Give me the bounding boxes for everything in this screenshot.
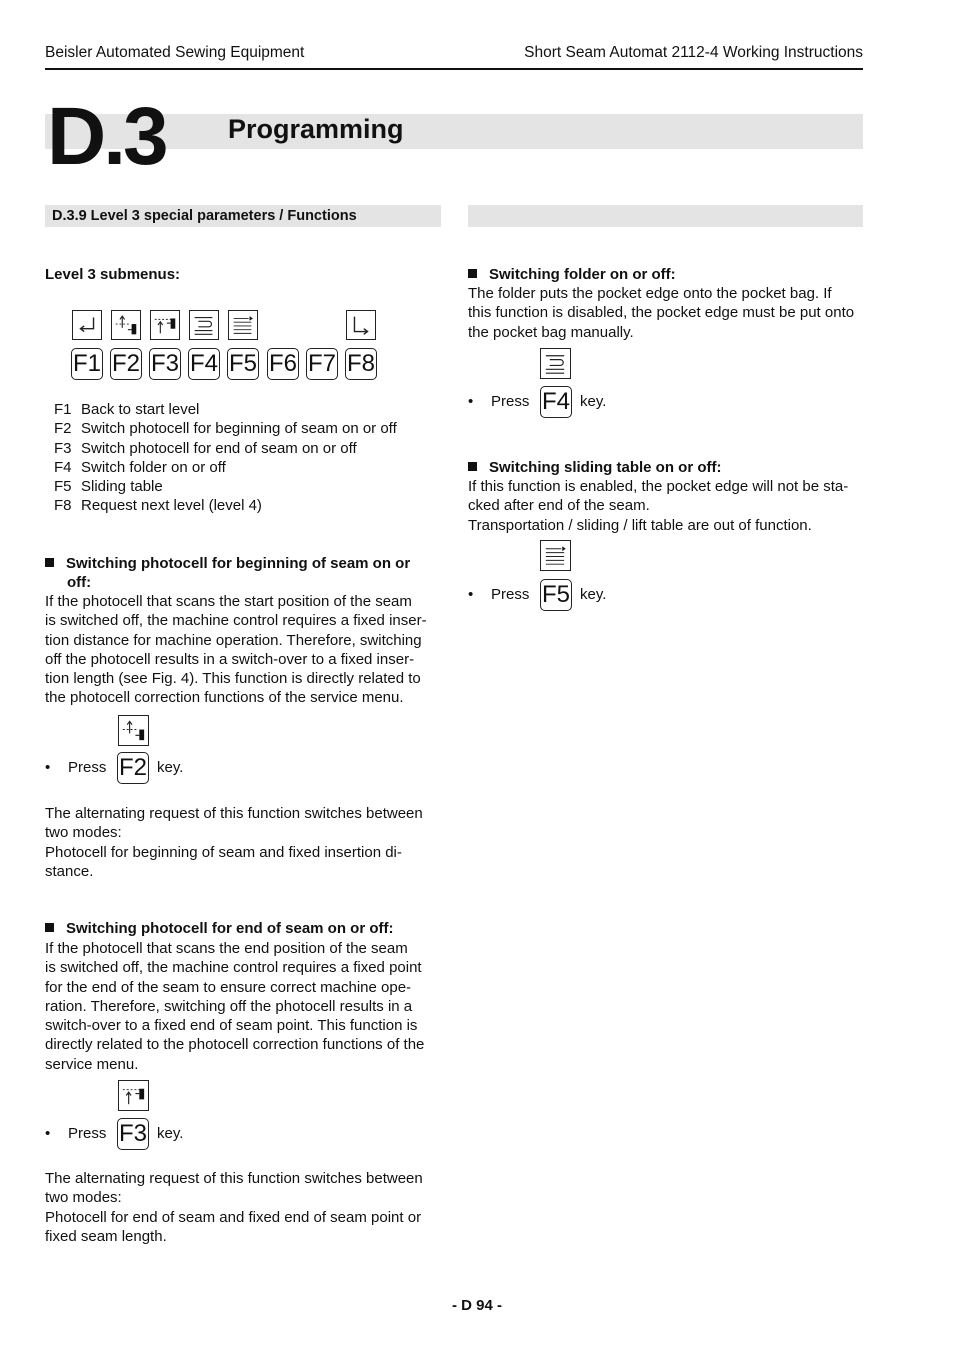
photocell-end-icon — [118, 1080, 149, 1111]
header-rule — [45, 68, 863, 70]
page-title: Programming — [228, 114, 404, 144]
title-bar — [45, 114, 863, 149]
press-label: Press — [491, 586, 530, 603]
f4-key-inline[interactable]: F4 — [540, 386, 572, 418]
f2-key-inline[interactable]: F2 — [117, 752, 149, 784]
folder-body: The folder puts the pocket edge onto the pocket bag. If this function is disabled, the pocket edge must be put onto the pocket bag manually. — [468, 285, 855, 341]
bullet-dot: • — [45, 759, 51, 776]
bullet-square-icon — [45, 558, 54, 567]
f7-key[interactable]: F7 — [306, 348, 338, 380]
f3-key-inline[interactable]: F3 — [117, 1118, 149, 1150]
back-to-start-icon — [72, 310, 102, 340]
photocell-begin-icon — [118, 715, 149, 746]
folder-icon — [540, 348, 571, 379]
sliding-table-heading: Switching sliding table on or off: — [468, 458, 722, 477]
list-item: F8 Request next level (level 4) — [54, 497, 262, 515]
photocell-begin-note: The alternating request of this function switches between two modes: Photocell for beginning of seam and fixed insertion di- stance. — [45, 805, 423, 880]
f4-key[interactable]: F4 — [188, 348, 220, 380]
folder-heading: Switching folder on or off: — [468, 265, 676, 284]
page-number: - D 94 - — [451, 1297, 502, 1314]
header-left: Beisler Automated Sewing Equipment — [45, 44, 305, 61]
photocell-begin-heading: Switching photocell for beginning of seam on or off: — [45, 554, 410, 593]
photocell-end-heading: Switching photocell for end of seam on or off: — [45, 919, 394, 938]
submenu-list — [54, 400, 397, 516]
f6-key[interactable]: F6 — [267, 348, 299, 380]
sliding-table-icon — [228, 310, 258, 340]
bullet-square-icon — [45, 923, 54, 932]
section-title: D.3.9 Level 3 special parameters / Functions — [52, 208, 357, 224]
list-item: F5 Sliding table — [54, 478, 163, 496]
press-label: Press — [491, 393, 530, 410]
photocell-end-icon — [150, 310, 180, 340]
key-suffix: key. — [157, 759, 184, 776]
bullet-dot: • — [468, 393, 474, 410]
f3-key[interactable]: F3 — [149, 348, 181, 380]
bullet-dot: • — [45, 1125, 51, 1142]
photocell-end-note: The alternating request of this function switches between two modes: Photocell for end of seam and fixed end of seam point or fixed seam length. — [45, 1170, 423, 1245]
list-item: F1 Back to start level — [54, 401, 200, 418]
photocell-begin-body: If the photocell that scans the start position of the seam is switched off, the machine control requires a fixed inser- tion distance for machine operation. Therefore, switching off the photocell results in a switch-over to a fixed inser- tion length (see Fig. 4). This function is directly related to the photocell correction functions of the service menu. — [45, 593, 427, 707]
press-label: Press — [68, 759, 107, 776]
list-item: F2 Switch photocell for beginning of seam on or off — [54, 420, 397, 438]
folder-icon — [189, 310, 219, 340]
chapter-number: D.3 — [47, 91, 166, 182]
key-suffix: key. — [580, 393, 607, 410]
list-item: F3 Switch photocell for end of seam on or off — [54, 439, 357, 457]
f5-key-inline[interactable]: F5 — [540, 579, 572, 611]
f5-key[interactable]: F5 — [227, 348, 259, 380]
photocell-end-body: If the photocell that scans the end position of the seam is switched off, the machine control requires a fixed point for the end of the seam to ensure correct machine ope- ration. Therefore, switching off the photocell results in a switch-over to a fixed end of seam point. This function is directly related to the photocell correction functions of the service menu. — [45, 940, 425, 1073]
header-right: Short Seam Automat 2112-4 Working Instructions — [524, 44, 863, 61]
next-level-icon — [346, 310, 376, 340]
f8-key[interactable]: F8 — [345, 348, 377, 380]
f1-key[interactable]: F1 — [71, 348, 103, 380]
photocell-begin-icon — [111, 310, 141, 340]
key-suffix: key. — [580, 586, 607, 603]
submenus-heading: Level 3 submenus: — [45, 266, 181, 283]
sliding-table-body: If this function is enabled, the pocket edge will not be sta- cked after end of the seam. Transportation / sliding / lift table are out of function. — [468, 478, 849, 534]
bullet-dot: • — [468, 586, 474, 603]
key-suffix: key. — [157, 1125, 184, 1142]
bullet-square-icon — [468, 462, 477, 471]
press-label: Press — [68, 1125, 107, 1142]
sliding-table-icon — [540, 540, 571, 571]
f2-key[interactable]: F2 — [110, 348, 142, 380]
section-bar-right — [468, 205, 863, 227]
list-item: F4 Switch folder on or off — [54, 458, 226, 476]
bullet-square-icon — [468, 269, 477, 278]
